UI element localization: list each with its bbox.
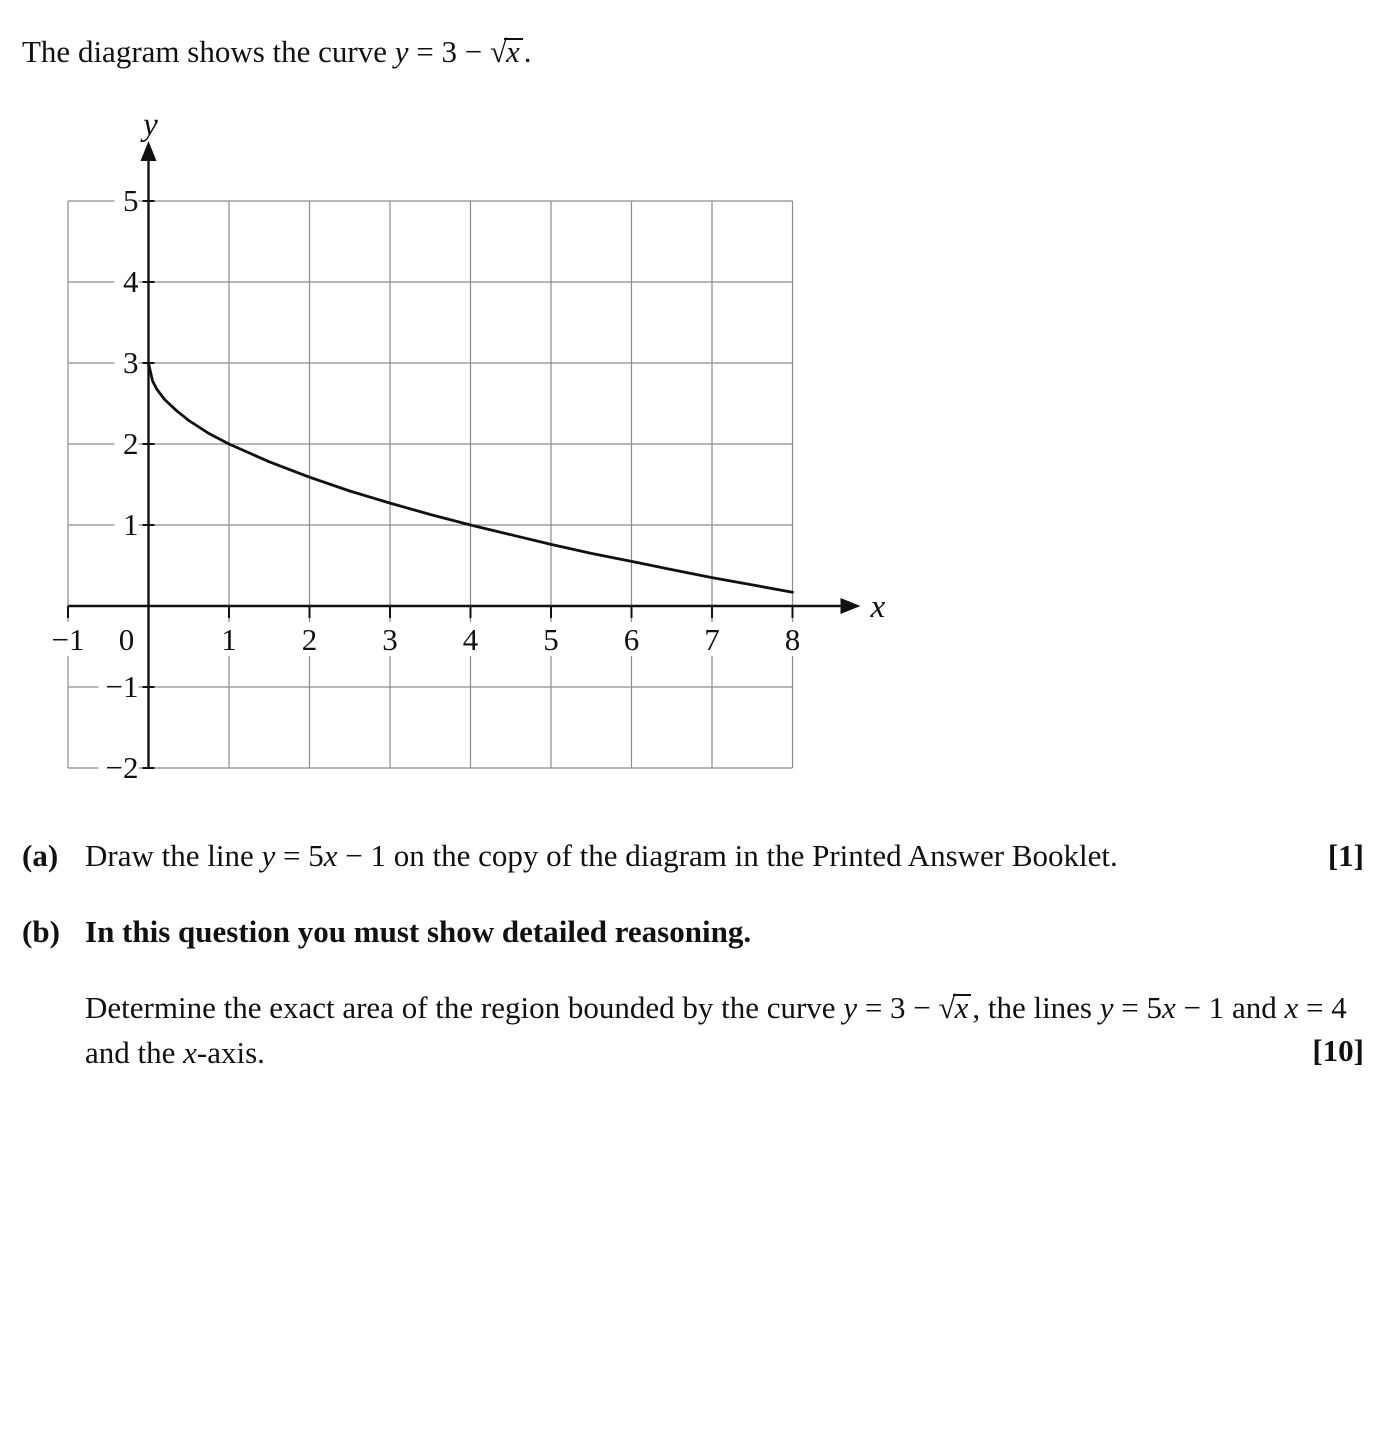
svg-text:1: 1: [221, 622, 237, 657]
svg-text:5: 5: [543, 622, 559, 657]
part-a-label: (a): [22, 838, 59, 873]
curve-diagram: [0, 86, 900, 786]
math-var-y: y: [843, 990, 858, 1025]
math-text: = 5: [1113, 990, 1162, 1025]
part-a: [0, 838, 1382, 874]
sqrt-expression: [939, 990, 973, 1025]
question-intro: [0, 0, 1382, 70]
text-segment: and the: [85, 1034, 184, 1070]
svg-text:2: 2: [123, 426, 139, 461]
svg-text:y: y: [143, 107, 158, 143]
math-var-y: y: [261, 838, 276, 873]
math-text: = 4: [1298, 990, 1347, 1025]
part-b-text: [85, 986, 1364, 1076]
math-var-y: y: [1099, 990, 1114, 1025]
math-text: = 3 −: [857, 990, 939, 1025]
math-var-x: x: [183, 1034, 197, 1070]
math-text: − 1: [1175, 990, 1225, 1025]
text-segment: Draw the line: [85, 838, 262, 873]
part-a-marks: [1]: [1327, 838, 1364, 873]
svg-text:1: 1: [123, 507, 139, 542]
math-var-x: x: [323, 838, 338, 873]
svg-text:3: 3: [382, 622, 398, 657]
math-text: = 3 −: [408, 34, 490, 69]
math-var-x: x: [1162, 990, 1176, 1025]
part-a-text: [85, 838, 1328, 874]
part-b-label: (b): [22, 914, 60, 949]
svg-text:x: x: [870, 589, 886, 625]
diagram: [0, 86, 1382, 786]
text-segment: on the copy of the diagram in the Printed Answer Booklet.: [385, 838, 1118, 873]
svg-text:4: 4: [462, 622, 479, 657]
svg-text:8: 8: [784, 622, 801, 657]
text-segment: Determine the exact area of the region bounded by the curve: [85, 990, 844, 1025]
svg-text:3: 3: [123, 345, 139, 380]
svg-text:4: 4: [123, 264, 139, 299]
svg-text:2: 2: [301, 622, 318, 657]
svg-text:6: 6: [623, 622, 640, 657]
part-b-marks: [10]: [1312, 1032, 1364, 1068]
radical-symbol: √: [938, 990, 955, 1025]
part-b-heading: In this question you must show detailed reasoning.: [85, 914, 752, 949]
svg-text:7: 7: [704, 622, 720, 657]
math-var-x: x: [1284, 990, 1299, 1025]
svg-text:0: 0: [118, 622, 135, 657]
text-segment: and: [1224, 990, 1285, 1025]
intro-text: The diagram shows the curve: [22, 34, 395, 69]
text-segment: , the lines: [972, 990, 1100, 1025]
radical-symbol: √: [489, 34, 506, 69]
intro-text-end: .: [523, 34, 532, 69]
sqrt-expression: [490, 34, 524, 69]
math-var-y: y: [394, 34, 409, 69]
text-segment: -axis.: [196, 1034, 265, 1070]
svg-text:−1: −1: [51, 622, 85, 657]
radicand: x: [504, 34, 524, 67]
part-b: [0, 914, 1382, 950]
radicand: x: [953, 990, 973, 1023]
svg-text:−1: −1: [105, 669, 139, 704]
math-text: − 1: [337, 838, 386, 873]
math-text: = 5: [275, 838, 324, 873]
svg-text:−2: −2: [105, 750, 139, 785]
svg-text:5: 5: [123, 183, 139, 218]
